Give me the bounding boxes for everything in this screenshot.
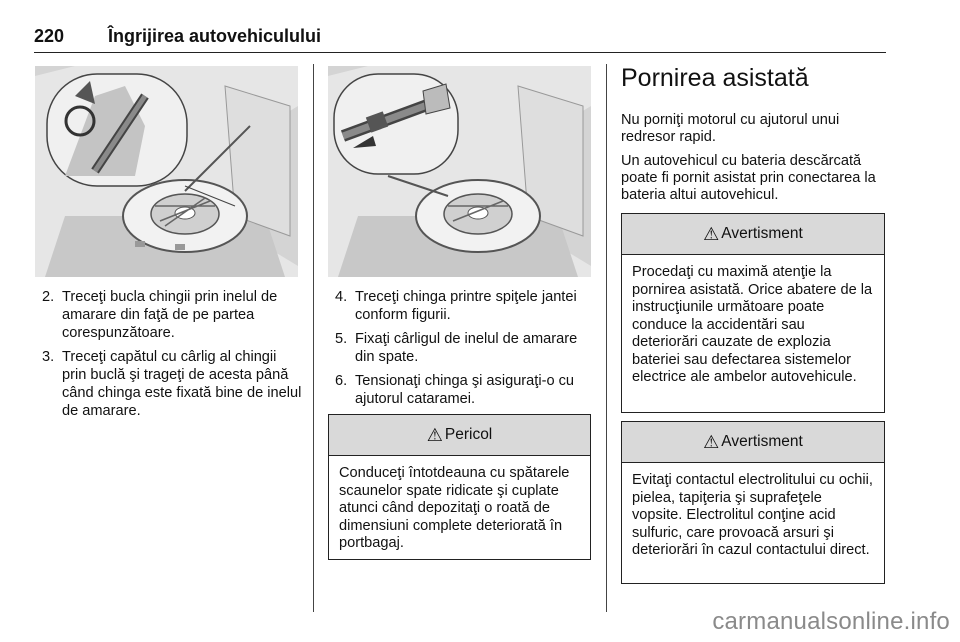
warning-box-header [622,214,884,255]
paragraph: Un autovehicul cu bateria descărcată poate fi pornit asistat prin conectarea la bateria altui autovehicul. [621,153,876,203]
paragraph: Nu porniţi motorul cu ajutorul unui redresor rapid. [621,112,840,145]
list-item [335,288,597,324]
step-number: 6. [335,373,348,389]
danger-box-header [329,415,590,456]
warning-triangle-icon: ⚠ [703,223,720,244]
watermark: carmanualsonline.info [712,608,950,635]
list-item [335,330,597,366]
column-divider-right [606,64,607,612]
step-text: Treceţi chinga printre spiţele jantei conform figurii. [355,289,577,323]
figure-strap-tie-down-front [35,66,298,277]
warning-box-title: Avertisment [721,433,803,450]
page-header [34,24,886,53]
steps-list-left [42,288,302,426]
chapter-title: Îngrijirea autovehiculului [108,26,322,46]
figure-strap-tie-down-rear [328,66,591,277]
warning-box-title: Avertisment [721,225,803,242]
step-number: 3. [42,349,55,365]
warning-box-1 [621,213,885,413]
step-text: Treceţi capătul cu cârlig al chingii prin buclă şi trageţi de acesta până când chinga este fixată bine de inelul de amarare. [62,349,302,419]
column-divider-left [313,64,314,612]
list-item [42,348,302,420]
list-item [335,372,597,408]
step-text: Fixaţi cârligul de inelul de amarare din spate. [355,331,578,365]
warning-triangle-icon: ⚠ [703,431,720,452]
step-number: 4. [335,289,348,305]
danger-box [328,414,591,560]
page-number: 220 [34,26,65,46]
warning-box-body: Evitaţi contactul electrolitului cu ochii, pielea, tapiţeria şi suprafeţele vopsite. Electrolitul conţine acid sulfuric, care provoacă arsuri şi deteriorări în cazul contactului direct. [632,472,873,558]
warning-box-header [622,422,884,463]
warning-triangle-icon: ⚠ [426,424,443,445]
warning-box-2 [621,421,885,584]
step-text: Tensionaţi chinga şi asiguraţi-o cu ajutorul cataramei. [355,373,575,407]
list-item [42,288,302,342]
step-number: 2. [42,289,55,305]
steps-list-middle [335,288,597,414]
step-text: Treceţi bucla chingii prin inelul de amarare din faţă de pe partea corespunzătoare. [62,289,278,341]
danger-box-title: Pericol [444,426,493,443]
warning-box-body: Procedaţi cu maximă atenţie la pornirea asistată. Orice abatere de la instrucţiunile următoare poate conduce la accidentări sau deteriorări cauzate de explozia bateriei sau defectarea sistemelor electrice ale ambelor autovehicule. [632,264,873,385]
danger-box-body: Conduceţi întotdeauna cu spătarele scaunelor spate ridicate şi cuplate atunci când depozitaţi o roată de dimensiuni complete deteriorată în portbagaj. [339,465,570,551]
step-number: 5. [335,331,348,347]
section-heading: Pornirea asistată [621,64,809,92]
